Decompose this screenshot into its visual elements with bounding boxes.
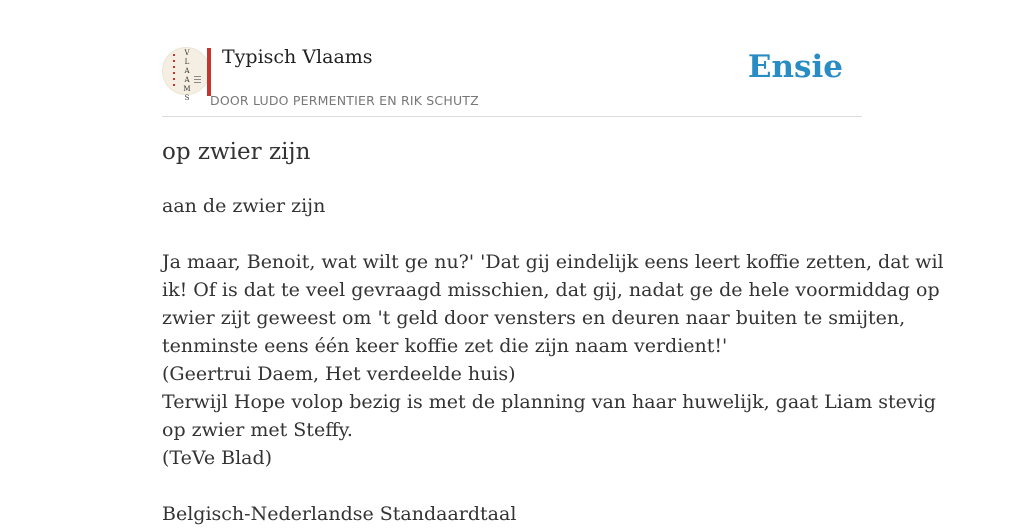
logo-lines-decoration [194, 76, 201, 84]
quote-line: tenminste eens één keer koffie zet die zijn naam verdient!' [162, 335, 728, 357]
logo-red-edge [207, 48, 211, 96]
quote-source: (TeVe Blad) [162, 447, 273, 469]
entry-synonym: aan de zwier zijn [162, 195, 326, 217]
entry-term: op zwier zijn [162, 139, 311, 165]
spacer [162, 220, 862, 248]
header [162, 0, 862, 117]
quote-line: ik! Of is dat te veel gevraagd misschien, dat gij, nadat ge de hele voormiddag op [162, 279, 940, 301]
book-title-link[interactable]: Typisch Vlaams [222, 46, 373, 68]
book-authors: DOOR LUDO PERMENTIER EN RIK SCHUTZ [210, 93, 479, 108]
logo-letters: V L A A M S [183, 49, 191, 102]
quote-line: zwier zijt geweest om 't geld door vensters en deuren naar buiten te smijten, [162, 307, 906, 329]
entry-definition [162, 192, 944, 528]
entry-category: Belgisch-Nederlandse Standaardtaal [162, 503, 517, 525]
book-logo[interactable] [162, 47, 210, 102]
quote-line: Ja maar, Benoit, wat wilt ge nu?' 'Dat gij eindelijk eens leert koffie zetten, dat wil [162, 251, 944, 273]
quote-source: (Geertrui Daem, Het verdeelde huis) [162, 363, 516, 385]
quote-line: op zwier met Steffy. [162, 419, 353, 441]
spacer [162, 472, 862, 500]
page-container [162, 0, 944, 525]
logo-dots-decoration [173, 54, 175, 86]
quote-line: Terwijl Hope volop bezig is met de planning van haar huwelijk, gaat Liam stevig [162, 391, 936, 413]
ensie-logo-link[interactable]: Ensie [747, 49, 843, 85]
